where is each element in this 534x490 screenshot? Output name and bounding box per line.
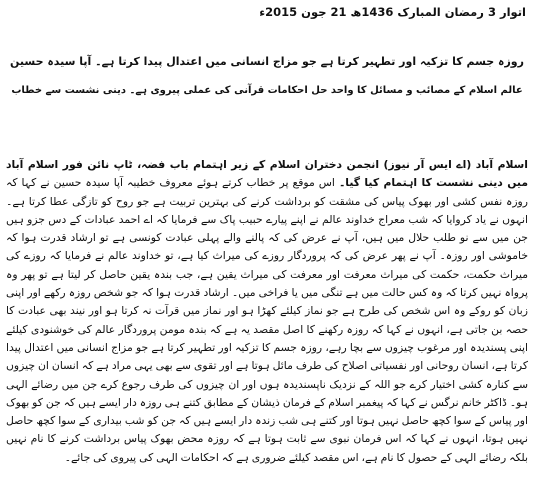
- dateline: اتوار 3 رمضان المبارک 1436ھ 21 جون 2015ء: [259, 5, 526, 19]
- article-text: اس موقع پر خطاب کرتے ہوئے معروف خطیبہ آپا سیدہ حسین نے کہا کہ روزہ نفس کشی اور بھوک پیاس کی مشقت کو برداشت کرنے کی بہترین تربیت ہے جو روح کو تازگی عطا کرتا ہے۔ انہوں نے یاد کروایا کہ شب معراج خداوند عالم نے اپنے پیارے حبیب پاک سے فرمایا کہ اے احمد عبادات کے دس جزو ہیں جن میں سے نو طلب حلال میں ہیں، آپ نے عرض کی کہ پالنے والے پہلی عبادت کونسی ہے تو ارشاد قدرت ہوا کہ خاموشی اور روزہ۔ آپ نے پھر عرض کی کہ پروردگار روزے کی میراث کیا ہے، تو خداوند عالم نے فرمایا کہ روزے کی میراث حکمت، حکمت کی میراث معرفت اور معرفت کی میراث یقین ہے، جب بندہ یقین حاصل کر لیتا ہے تو پھر وہ پرواہ نہیں کرتا کہ وہ کس حالت میں ہے تنگی میں یا فراخی میں۔ ارشاد قدرت ہوا کہ جو شخص روزہ رکھے اور اپنی زبان کو روکے وہ اس شخص کی طرح ہے جو نماز کیلئے کھڑا ہو اور نماز میں قرآت نہ کرتا ہو اور نیند بھی عبادت کا حصہ بن جاتی ہے، انہوں نے کہا کہ روزہ رکھنے کا اصل مقصد یہ ہے کہ بندہ مومن پروردگار عالم کی خوشنودی کیلئے اپنی پسندیدہ اور مرغوب چیزوں سے بچا رہے، روزہ جسم کا تزکیہ اور تطہیر کرتا ہے جو مزاج انسانی میں اعتدال پیدا کرتا ہے، انسان روحانی اور نفسیاتی اصلاح کی طرف مائل ہوتا ہے اور تقوی سے بھی یہی مراد ہے کہ انسان ان چیزوں سے کنارہ کشی اختیار کرے جو اللہ کے نزدیک ناپسندیدہ ہوں اور ان چیزوں کی طرف رجوع کرے جن میں رضائے الہی ہو۔ ڈاکٹر خانم نرگس نے کہا کہ پیغمبر اسلام کے فرمان ذیشان کے مطابق کتنے ہی روزہ دار ایسے ہیں کہ جن کو بھوک اور پیاس کے سوا کچھ حاصل نہیں ہوتا اور کتنے ہی شب زندہ دار ایسے ہیں کہ جن کو شب بیداری کے سوا کچھ حاصل نہیں ہوتا، انہوں نے کہا کہ اس فرمان نبوی سے ثابت ہوتا ہے کہ روزہ محض بھوک پیاس برداشت کرنے کا نام نہیں بلکہ رضائے الہی کے حصول کا نام ہے، اس مقصد کیلئے ضروری ہے کہ احکامات الہی کی پیروی کی جائے۔: [6, 176, 528, 464]
- article-body: [6, 156, 528, 467]
- headline: روزہ جسم کا تزکیہ اور تطہیر کرتا ہے جو مزاج انسانی میں اعتدال پیدا کرتا ہے۔ آپا سیدہ حسین: [10, 55, 524, 68]
- article-lead: اسلام آباد (اے ایس آر نیوز) انجمن دختران اسلام کے زیر اہتمام باب فضہ، ٹاپ نائن فور اسلام آباد میں دینی نشست کا اہتمام کیا گیا۔: [6, 158, 528, 190]
- subheadline: عالم اسلام کے مصائب و مسائل کا واحد حل احکامات قرآنی کی عملی پیروی ہے۔ دینی نشست سے خطاب: [11, 85, 523, 96]
